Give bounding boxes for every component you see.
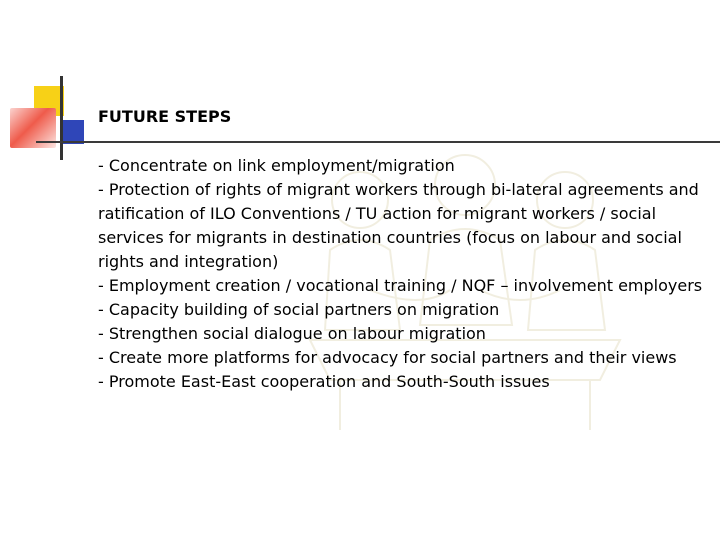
list-item: - Protection of rights of migrant workers through bi-lateral agreements and ratification of ILO Conventions / TU action for migrant workers / social services for migrants in destination countries (focus on labour and social rights and integration) [98,180,699,271]
list-item: - Concentrate on link employment/migration [98,156,455,175]
future-steps-list [98,154,708,394]
list-item: - Capacity building of social partners on migration [98,300,500,319]
list-item: - Promote East-East cooperation and South-South issues [98,372,550,391]
list-item: - Employment creation / vocational training / NQF – involvement employers [98,276,703,295]
decor-vertical-rule [60,76,63,160]
slide-title: FUTURE STEPS [98,107,232,126]
list-item: - Create more platforms for advocacy for social partners and their views [98,348,677,367]
list-item: - Strengthen social dialogue on labour migration [98,324,486,343]
